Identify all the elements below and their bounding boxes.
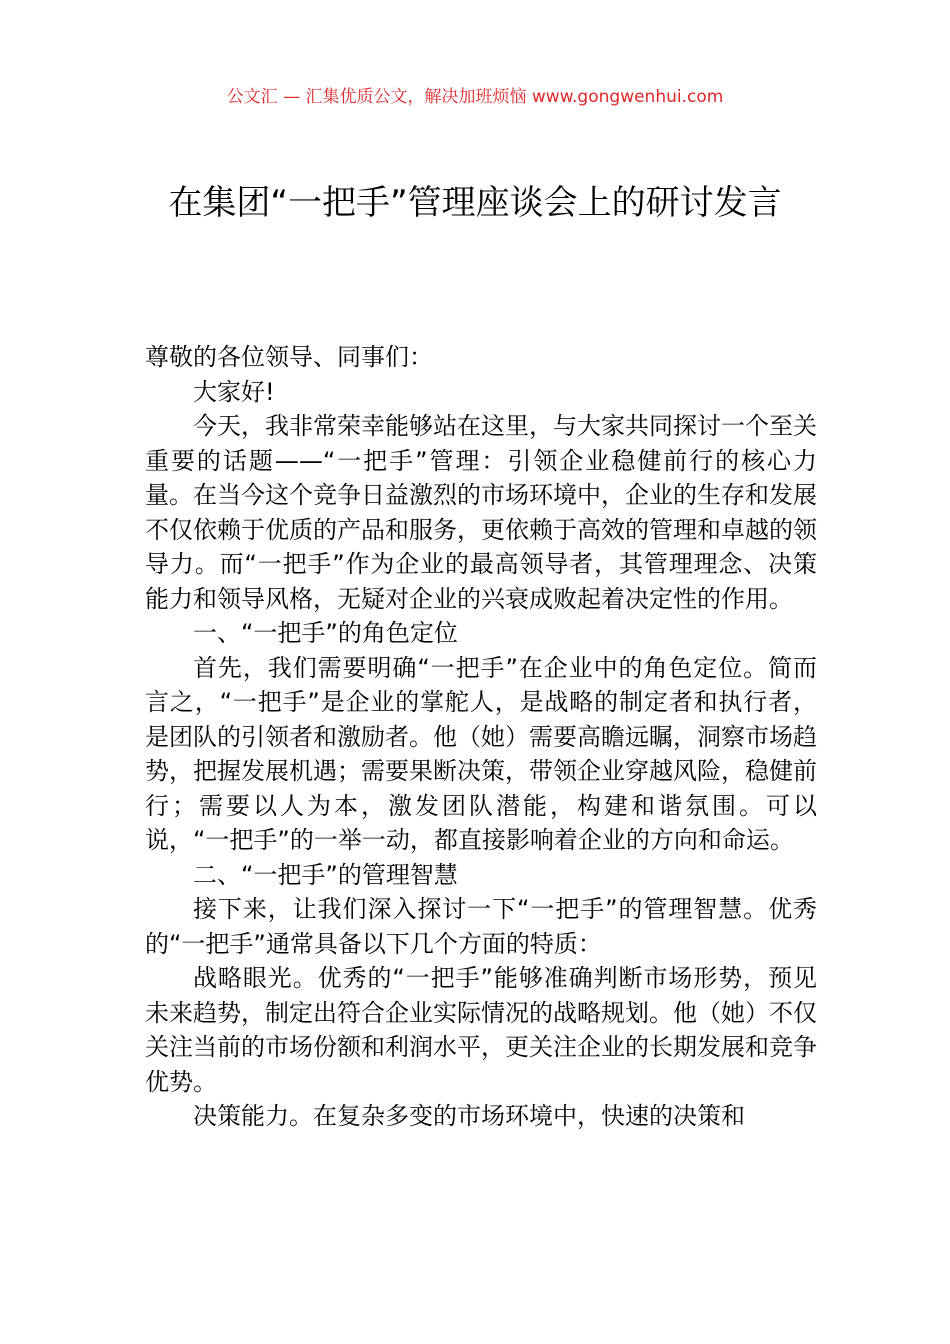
strategy-paragraph: 战略眼光。优秀的“一把手”能够准确判断市场形势，预见未来趋势，制定出符合企业实际情况的战略规划。他（她）不仅关注当前的市场份额和利润水平，更关注企业的长期发展和竞争优势。: [145, 964, 817, 1096]
decision-paragraph: 决策能力。在复杂多变的市场环境中，快速的决策和: [193, 1102, 745, 1130]
intro-paragraph: 今天，我非常荣幸能够站在这里，与大家共同探讨一个至关重要的话题——“一把手”管理：引领企业稳健前行的核心力量。在当今这个竞争日益激烈的市场环境中，企业的生存和发展不仅依赖于优质的产品和服务，更依赖于高效的管理和卓越的领导力。而“一把手”作为企业的最高领导者，其管理理念、决策能力和领导风格，无疑对企业的兴衰成败起着决定性的作用。: [145, 412, 817, 613]
greeting-paragraph: 大家好!: [193, 377, 275, 406]
section-heading-1: 一、“一把手”的角色定位: [193, 619, 458, 647]
role-paragraph: 首先，我们需要明确“一把手”在企业中的角色定位。简而言之，“一把手”是企业的掌舵人，是战略的制定者和执行者，是团队的引领者和激励者。他（她）需要高瞻远瞩，洞察市场趋势，把握发展机遇；需要果断决策，带领企业穿越风险，稳健前行；需要以人为本，激发团队潜能，构建和谐氛围。可以说，“一把手”的一举一动，都直接影响着企业的方向和命运。: [145, 653, 817, 854]
section-heading-2: 二、“一把手”的管理智慧: [193, 860, 458, 889]
document-body: [145, 340, 817, 1134]
header-banner[interactable]: 公文汇 — 汇集优质公文，解决加班烦恼 www.gongwenhui.com: [226, 87, 724, 107]
document-title: 在集团“一把手”管理座谈会上的研讨发言: [168, 183, 782, 223]
wisdom-intro-paragraph: 接下来，让我们深入探讨一下“一把手”的管理智慧。优秀的“一把手”通常具备以下几个方面的特质：: [145, 895, 817, 958]
salutation: 尊敬的各位领导、同事们：: [145, 343, 433, 371]
